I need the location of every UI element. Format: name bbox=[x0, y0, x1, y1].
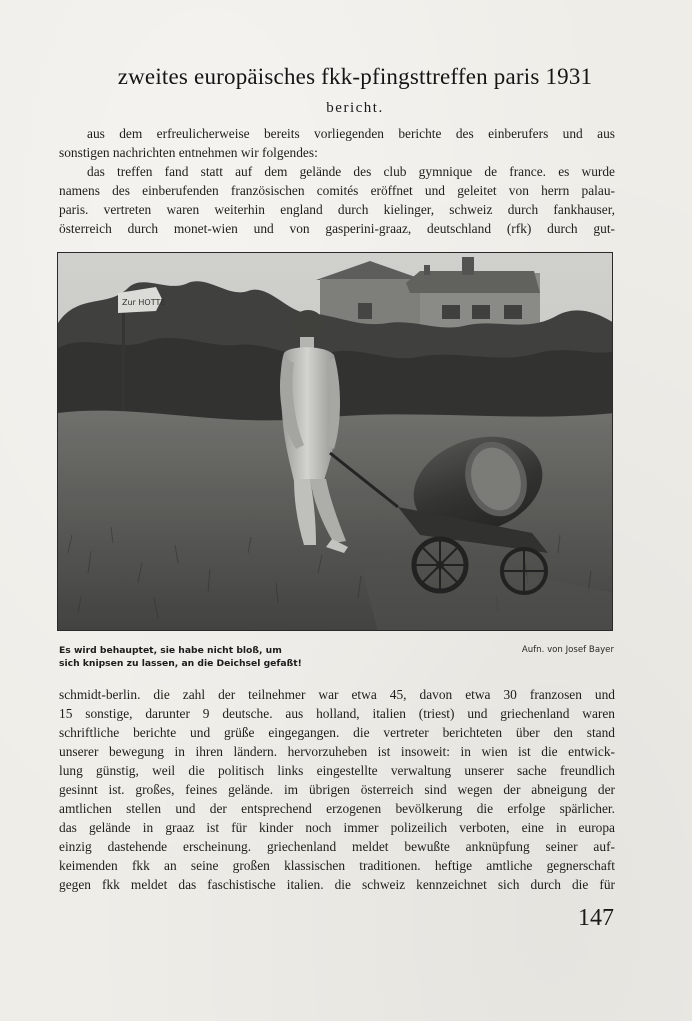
body-paragraph bbox=[59, 685, 615, 894]
text-line: paris. vertreten waren weiterhin england durch kielinger, schweiz durch fankhauser, bbox=[59, 202, 615, 217]
text-line: 15 sonstige, darunter 9 deutsche. aus holland, italien (triest) und griechenland waren bbox=[59, 706, 615, 721]
page-subtitle: bericht. bbox=[326, 100, 384, 116]
text-line: einzig dastehende erscheinung. griechenland meldet bewußte anknüpfung seiner auf- bbox=[59, 839, 615, 854]
text-line: unserer bewegung in ihren ländern. hervorzuheben ist insoweit: in wien ist die entwick- bbox=[59, 744, 615, 759]
sign-text: Zur HOTTE bbox=[122, 298, 166, 307]
photo-caption bbox=[59, 644, 359, 670]
text-line: das gelände in graaz ist für kinder noch immer polizeilich verboten, eine in europa bbox=[59, 820, 615, 835]
text-line: amtlichen stellen und der entsprechend erzogenen bevölkerung die erfolge spärlicher. bbox=[59, 801, 615, 816]
text-line: schriftliche berichte und grüße eingegangen. die vertreter berichteten über den stand bbox=[59, 725, 615, 740]
text-line: lung günstig, weil die politisch links eingestellte verwaltung unserer sache freundlich bbox=[59, 763, 615, 778]
text-line: sonstigen nachrichten entnehmen wir folgendes: bbox=[59, 145, 318, 160]
text-line: gesinnt ist. großes, feines gelände. im übrigen österreich sind wegen der abneigung der bbox=[59, 782, 615, 797]
photograph bbox=[57, 252, 613, 631]
text-line: aus dem erfreulicherweise bereits vorliegenden berichte des einberufers und aus bbox=[87, 126, 615, 141]
text-line: schmidt-berlin. die zahl der teilnehmer war etwa 45, davon etwa 30 franzosen und bbox=[59, 687, 615, 702]
intro-paragraph bbox=[59, 124, 615, 238]
photo-credit: Aufn. von Josef Bayer bbox=[521, 645, 614, 655]
caption-line: Es wird behauptet, sie habe nicht bloß, um bbox=[59, 645, 282, 656]
page-number: 147 bbox=[578, 905, 614, 931]
page-title: zweites europäisches fkk-pfingsttreffen paris 1931 bbox=[117, 64, 593, 89]
text-line: das treffen fand statt auf dem gelände des club gymnique de france. es wurde bbox=[87, 164, 615, 179]
text-line: österreich durch monet-wien und von gasperini-graaz, deutschland (rfk) durch gut- bbox=[59, 221, 615, 236]
caption-line: sich knipsen zu lassen, an die Deichsel gefaßt! bbox=[59, 658, 302, 669]
text-line: keimenden fkk an seine großen klassischen traditionen. heftige amtliche gegnerschaft bbox=[59, 858, 615, 873]
text-line: gegen fkk meldet das faschistische italien. die schweiz kennzeichnet sich durch die für bbox=[59, 877, 615, 892]
photo-illustration bbox=[58, 253, 613, 631]
text-line: namens des einberufenden französischen comités eröffnet und geleitet von herrn palau- bbox=[59, 183, 615, 198]
